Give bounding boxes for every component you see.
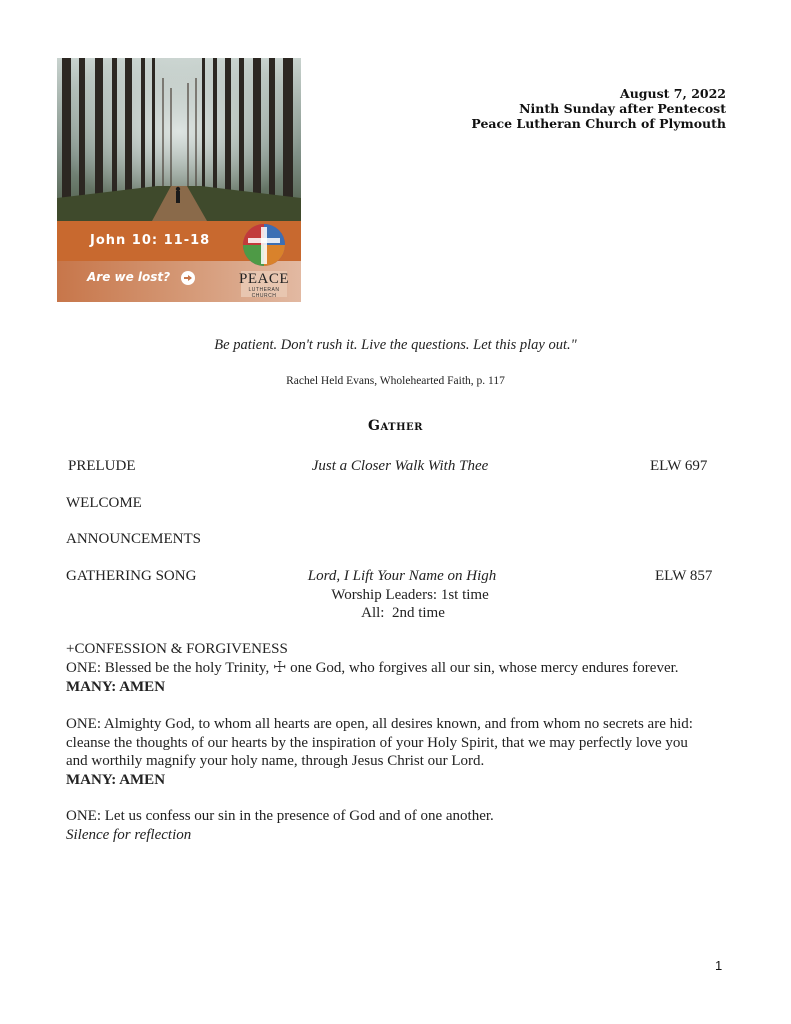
page-number: 1 <box>715 958 723 973</box>
prayer-of-purity-line-2: cleanse the thoughts of our hearts by the inspiration of your Holy Spirit, that we may perfectly love you <box>66 735 688 751</box>
gathering-song-title: Lord, I Lift Your Name on High <box>307 568 497 584</box>
confession-line-1 <box>66 659 679 677</box>
epigraph-quote: Be patient. Don't rush it. Live the questions. Let this play out." <box>214 337 577 353</box>
cross-icon: ☩ <box>272 660 287 676</box>
logo-subtext: LUTHERAN CHURCH <box>248 287 280 299</box>
gathering-song-note-1: Worship Leaders: 1st time <box>331 587 489 603</box>
epigraph-attribution: Rachel Held Evans, Wholehearted Faith, p. 117 <box>286 375 505 387</box>
service-occasion: Ninth Sunday after Pentecost <box>519 101 726 116</box>
prelude-title: Just a Closer Walk With Thee <box>311 458 489 474</box>
gathering-song-label: GATHERING SONG <box>66 568 197 584</box>
bulletin-cover-image <box>57 58 301 302</box>
confession-invitation: ONE: Let us confess our sin in the presence of God and of one another. <box>66 808 494 824</box>
logo-wordmark: PEACE <box>238 271 289 287</box>
forest-path-photo <box>57 58 301 221</box>
gathering-song-ref: ELW 857 <box>655 568 713 584</box>
confession-line-1-prefix: ONE: Blessed be the holy Trinity, <box>66 660 270 676</box>
section-title: Gather <box>368 418 423 434</box>
gathering-song-note-2: All: 2nd time <box>361 605 445 621</box>
arrow-right-circle-icon <box>181 271 195 285</box>
prelude-ref: ELW 697 <box>650 458 708 474</box>
congregation-response-1: MANY: AMEN <box>66 679 166 695</box>
sermon-question: Are we lost? <box>87 270 171 284</box>
congregation-response-2: MANY: AMEN <box>66 772 166 788</box>
silence-rubric: Silence for reflection <box>66 827 192 843</box>
prayer-of-purity-line-3: and worthily magnify your holy name, through Jesus Christ our Lord. <box>66 753 485 769</box>
announcements-label: ANNOUNCEMENTS <box>66 531 201 547</box>
welcome-label: WELCOME <box>66 495 142 511</box>
verse-reference: John 10: 11-18 <box>90 233 211 248</box>
confession-heading: +CONFESSION & FORGIVENESS <box>66 641 288 657</box>
prelude-label: PRELUDE <box>68 458 136 474</box>
service-date: August 7, 2022 <box>620 86 726 101</box>
confession-line-1-suffix: one God, who forgives all our sin, whose mercy endures forever. <box>290 660 679 676</box>
prayer-of-purity-line-1: ONE: Almighty God, to whom all hearts are open, all desires known, and from whom no secrets are hid: <box>66 716 693 732</box>
church-name: Peace Lutheran Church of Plymouth <box>471 116 726 131</box>
